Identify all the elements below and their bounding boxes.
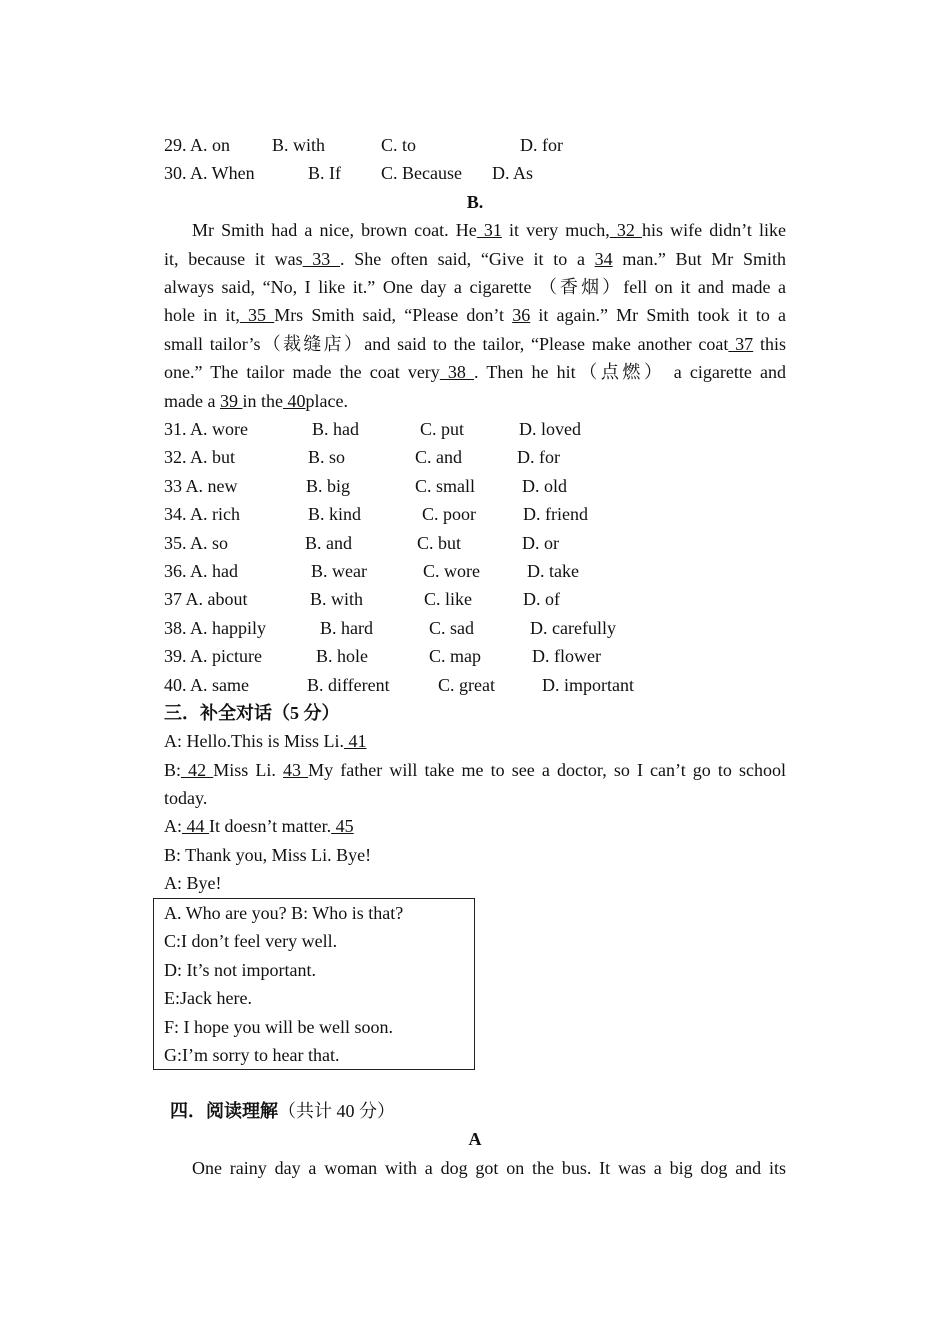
option-b: B. and bbox=[305, 532, 352, 553]
passage-a bbox=[164, 1154, 786, 1182]
question-31-options bbox=[164, 415, 786, 443]
option-a: 34. A. rich bbox=[164, 504, 240, 525]
blank-37: 37 bbox=[728, 333, 754, 354]
option-a: 36. A. had bbox=[164, 560, 238, 581]
option-d: D. friend bbox=[523, 504, 588, 525]
option-b: B. with bbox=[272, 135, 326, 155]
option-d: D. for bbox=[520, 135, 563, 155]
passage-line: made a 39 in the 40place. bbox=[164, 390, 348, 411]
worksheet-page bbox=[164, 131, 786, 898]
option-c: C. poor bbox=[422, 504, 476, 525]
option-b: B. so bbox=[308, 447, 346, 468]
option-b: B. kind bbox=[308, 504, 362, 525]
option-d: D. for bbox=[517, 447, 560, 468]
question-32-options bbox=[164, 443, 786, 471]
option-a: 31. A. wore bbox=[164, 419, 248, 440]
option-d: D. loved bbox=[519, 419, 581, 440]
option-c: C. Because bbox=[381, 163, 462, 184]
option-c: C. wore bbox=[423, 560, 480, 581]
question-36-options bbox=[164, 557, 786, 585]
option-d: D. of bbox=[523, 589, 560, 610]
option-a: 39. A. picture bbox=[164, 646, 262, 667]
dialogue-line: A: Bye! bbox=[164, 873, 222, 894]
section-b-title: B. bbox=[466, 191, 484, 212]
dialogue-line: A: 44 It doesn’t matter. 45 bbox=[164, 816, 354, 837]
option-d: D. old bbox=[522, 475, 567, 496]
choice-item: F: I hope you will be well soon. bbox=[164, 1016, 393, 1037]
choice-item: D: It’s not important. bbox=[164, 959, 316, 980]
choice-item: G:I’m sorry to hear that. bbox=[164, 1044, 340, 1065]
question-30-options bbox=[164, 159, 786, 187]
blank-34: 34 bbox=[594, 248, 613, 269]
dialogue-line: today. bbox=[164, 788, 208, 809]
option-c: C. small bbox=[415, 475, 476, 496]
option-c: C. to bbox=[381, 135, 417, 155]
passage-a-title: A bbox=[468, 1129, 482, 1150]
option-b: B. hole bbox=[316, 646, 368, 667]
option-a: 38. A. happily bbox=[164, 617, 266, 638]
passage-line: hole in it, 35 Mrs Smith said, “Please don’t 36 it again.” Mr Smith took it to a bbox=[164, 305, 787, 326]
option-b: B. big bbox=[306, 475, 351, 496]
option-a: 37 A. about bbox=[164, 589, 248, 610]
option-a: 35. A. so bbox=[164, 532, 229, 553]
option-d: D. flower bbox=[532, 646, 601, 667]
choice-item: E:Jack here. bbox=[164, 988, 252, 1009]
blank-35: 35 bbox=[239, 305, 275, 326]
cloze-passage bbox=[164, 216, 786, 415]
question-39-options bbox=[164, 642, 786, 670]
option-c: C. like bbox=[424, 589, 472, 610]
option-b: B. hard bbox=[320, 617, 373, 638]
blank-43: 43 bbox=[283, 759, 309, 780]
option-c: C. put bbox=[420, 419, 465, 440]
blank-45: 45 bbox=[331, 816, 354, 837]
option-c: C. and bbox=[415, 447, 462, 468]
option-a: 29. A. on bbox=[164, 135, 231, 155]
option-c: C. but bbox=[417, 532, 462, 553]
blank-42: 42 bbox=[181, 759, 214, 780]
option-c: C. map bbox=[429, 646, 481, 667]
passage-line: always said, “No, I like it.” One day a cigarette （香烟）fell on it and made a bbox=[164, 276, 786, 297]
option-a: 40. A. same bbox=[164, 674, 249, 695]
blank-36: 36 bbox=[512, 305, 531, 326]
section-3-heading: 三．补全对话（5 分） bbox=[164, 702, 340, 723]
blank-38: 38 bbox=[439, 362, 475, 383]
choice-item: C:I don’t feel very well. bbox=[164, 931, 338, 952]
blank-33: 33 bbox=[302, 248, 341, 269]
option-b: B. with bbox=[310, 589, 364, 610]
option-d: D. carefully bbox=[530, 617, 616, 638]
option-b: B. wear bbox=[311, 560, 367, 581]
passage-line: Mr Smith had a nice, brown coat. He 31 it very much, 32 his wife didn’t like bbox=[192, 220, 787, 241]
question-38-options bbox=[164, 614, 786, 642]
question-34-options bbox=[164, 500, 786, 528]
option-a: 30. A. When bbox=[164, 163, 255, 184]
question-37-options bbox=[164, 585, 786, 613]
option-d: D. or bbox=[522, 532, 559, 553]
question-35-options bbox=[164, 529, 786, 557]
question-33-options bbox=[164, 472, 786, 500]
option-a: 33 A. new bbox=[164, 475, 238, 496]
dialogue-line: B: Thank you, Miss Li. Bye! bbox=[164, 844, 372, 865]
question-29-options bbox=[164, 131, 786, 159]
passage-line: small tailor’s（裁缝店）and said to the tailor, “Please make another coat 37 this bbox=[164, 333, 786, 354]
passage-line: one.” The tailor made the coat very 38 . Then he hit（点燃） a cigarette and bbox=[164, 362, 786, 383]
option-d: D. important bbox=[542, 674, 634, 695]
option-b: B. different bbox=[307, 674, 390, 695]
answer-choices-box bbox=[153, 898, 475, 1070]
passage-line: One rainy day a woman with a dog got on the bus. It was a big dog and its bbox=[192, 1157, 786, 1178]
blank-32: 32 bbox=[609, 220, 642, 241]
option-b: B. If bbox=[308, 163, 341, 184]
choice-item: A. Who are you? B: Who is that? bbox=[164, 903, 404, 923]
option-c: C. great bbox=[438, 674, 495, 695]
section-4-heading: 四．阅读理解（共计 40 分） bbox=[170, 1101, 395, 1121]
blank-41: 41 bbox=[344, 731, 367, 752]
option-d: D. take bbox=[527, 560, 579, 581]
option-c: C. sad bbox=[429, 617, 474, 638]
dialogue-line: B: 42 Miss Li. 43 My father will take me to see a doctor, so I can’t go to school bbox=[164, 759, 787, 780]
option-d: D. As bbox=[492, 163, 534, 184]
option-a: 32. A. but bbox=[164, 447, 236, 468]
section-4 bbox=[170, 1097, 786, 1182]
blank-31: 31 bbox=[476, 220, 502, 241]
passage-line: it, because it was 33 . She often said, “Give it to a 34 man.” But Mr Smith bbox=[164, 248, 786, 269]
blank-39: 39 bbox=[219, 390, 243, 411]
question-40-options bbox=[164, 671, 786, 699]
option-b: B. had bbox=[312, 419, 359, 440]
blank-44: 44 bbox=[182, 816, 209, 837]
dialogue-line: A: Hello.This is Miss Li. 41 bbox=[164, 731, 367, 752]
blank-40: 40 bbox=[282, 390, 306, 411]
